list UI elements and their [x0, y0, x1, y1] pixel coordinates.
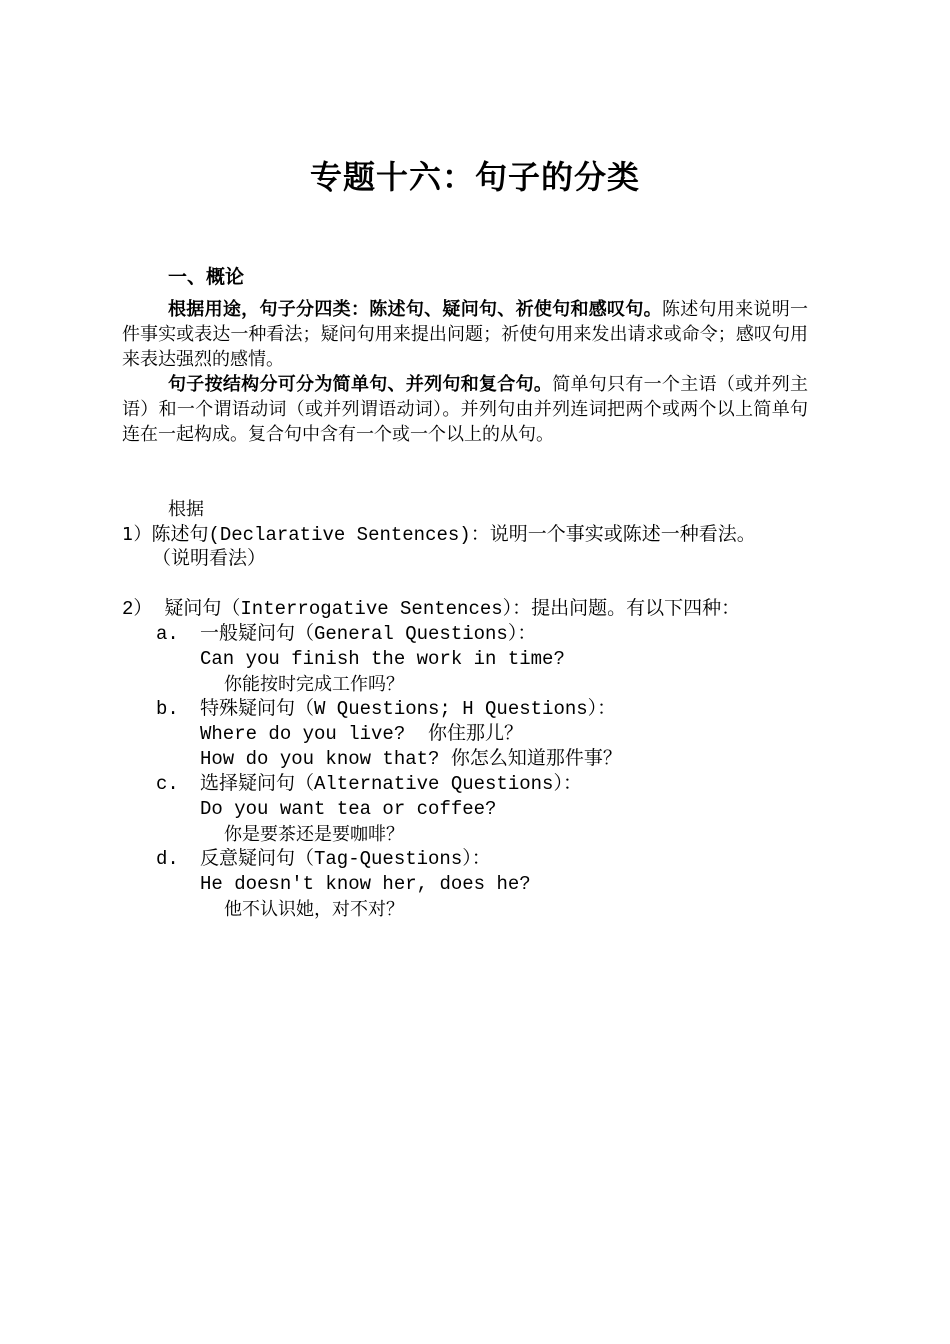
example-sentence: He doesn't know her, does he?: [200, 873, 531, 895]
section-heading-overview: 一、概论: [168, 266, 245, 288]
sub-item-letter: b.: [156, 698, 179, 720]
item-number: 2）: [122, 598, 153, 620]
example-translation: 你能按时完成工作吗？: [224, 674, 404, 695]
example-sentence: Can you finish the work in time?: [200, 648, 565, 670]
example-translation: 你是要茶还是要咖啡？: [224, 824, 404, 845]
sub-item-letter: c.: [156, 773, 179, 795]
item-text: 疑问句（Interrogative Sentences）：提出问题。有以下四种：: [164, 598, 741, 620]
example-sentence: How do you know that? 你怎么知道那件事？: [200, 748, 622, 770]
item-number: 1）: [122, 524, 152, 545]
basis-label: 根据: [168, 499, 204, 520]
paragraph-by-purpose: [122, 297, 808, 372]
sub-item-letter: a.: [156, 623, 179, 645]
sub-item-label: 反意疑问句（Tag-Questions）：: [200, 848, 491, 870]
example-sentence: Do you want tea or coffee?: [200, 798, 497, 820]
paragraph-by-purpose-body: 陈述句用来说明一件事实或表达一种看法；疑问句用来提出问题；祈使句用来发出请求或命令；感叹句用来表达强烈的感情。: [122, 299, 809, 370]
item-declarative: [122, 522, 756, 548]
item-interrogative: [122, 597, 740, 622]
page-title: 专题十六：句子的分类: [309, 158, 640, 196]
sub-item-letter: d.: [156, 848, 179, 870]
example-sentence: Where do you live? 你住那儿？: [200, 723, 524, 745]
sub-item-label: 选择疑问句（Alternative Questions）：: [200, 773, 582, 795]
paragraph-by-purpose-lead: 根据用途，句子分四类：陈述句、疑问句、祈使句和感叹句。: [168, 299, 662, 320]
sub-item-label: 一般疑问句（General Questions）：: [200, 623, 537, 645]
paragraph-by-structure: [122, 372, 808, 447]
sub-item-label: 特殊疑问句（W Questions; H Questions）：: [200, 698, 617, 720]
paragraph-by-structure-body: 简单句只有一个主语（或并列主语）和一个谓语动词（或并列谓语动词）。并列句由并列连词把两个或两个以上简单句连在一起构成。复合句中含有一个或一个以上的从句。: [122, 374, 809, 445]
example-translation: 他不认识她，对不对？: [224, 899, 404, 920]
paragraph-by-structure-lead: 句子按结构分可分为简单句、并列句和复合句。: [168, 374, 553, 395]
item-declarative-note: （说明看法）: [152, 548, 267, 570]
item-text: 陈述句(Declarative Sentences)：说明一个事实或陈述一种看法。: [151, 524, 756, 546]
